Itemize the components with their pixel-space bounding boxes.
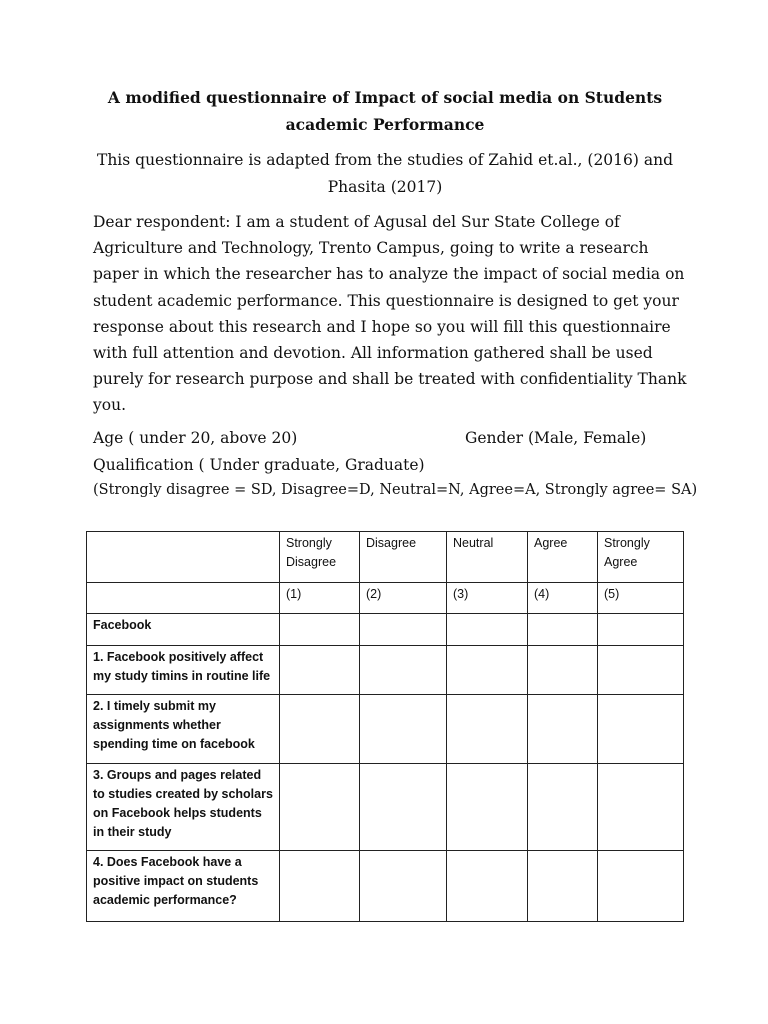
answer-cell[interactable] xyxy=(528,695,598,764)
answer-cell[interactable] xyxy=(360,695,447,764)
question-text: 2. I timely submit my assignments whether spending time on facebook xyxy=(87,695,280,764)
answer-cell xyxy=(447,614,528,646)
number-blank-cell xyxy=(87,583,280,614)
likert-table xyxy=(86,531,684,922)
question-row xyxy=(87,764,684,851)
answer-cell[interactable] xyxy=(528,764,598,851)
header-strongly-disagree: Strongly Disagree xyxy=(280,532,360,583)
scale-legend: (Strongly disagree = SD, Disagree=D, Neutral=N, Agree=A, Strongly agree= SA) xyxy=(93,482,698,498)
scale-number-3: (3) xyxy=(447,583,528,614)
answer-cell[interactable] xyxy=(360,764,447,851)
answer-cell[interactable] xyxy=(598,851,684,922)
scale-number-1: (1) xyxy=(280,583,360,614)
answer-cell[interactable] xyxy=(280,764,360,851)
section-row xyxy=(87,614,684,646)
answer-cell[interactable] xyxy=(447,851,528,922)
qualification-field: Qualification ( Under graduate, Graduate) xyxy=(93,456,425,474)
question-text: 4. Does Facebook have a positive impact on students academic performance? xyxy=(87,851,280,922)
header-agree: Agree xyxy=(528,532,598,583)
question-text: 1. Facebook positively affect my study timins in routine life xyxy=(87,646,280,695)
answer-cell[interactable] xyxy=(360,851,447,922)
source-note: This questionnaire is adapted from the studies of Zahid et.al., (2016) and Phasita (2017) xyxy=(96,151,674,196)
age-field: Age ( under 20, above 20) xyxy=(93,429,298,447)
table-number-row xyxy=(87,583,684,614)
answer-cell[interactable] xyxy=(360,646,447,695)
header-blank-cell xyxy=(87,532,280,583)
answer-cell xyxy=(360,614,447,646)
answer-cell[interactable] xyxy=(280,695,360,764)
answer-cell xyxy=(280,614,360,646)
answer-cell xyxy=(598,614,684,646)
letter-text: Dear respondent: I am a student of Agusal del Sur State College of Agriculture and Technology, Trento Campus, going to write a research paper in which the researcher has to analyze the impact of social media on student academic performance. This questionnaire is designed to get your response about this research and I hope so you will fill this questionnaire with full attention and devotion. All information gathered shall be used purely for research purpose and shall be treated with confidentiality Thank you. xyxy=(93,213,687,415)
answer-cell[interactable] xyxy=(447,695,528,764)
answer-cell xyxy=(528,614,598,646)
answer-cell[interactable] xyxy=(280,851,360,922)
answer-cell[interactable] xyxy=(447,764,528,851)
section-label: Facebook xyxy=(87,614,280,646)
header-strongly-agree: Strongly Agree xyxy=(598,532,684,583)
question-text: 3. Groups and pages related to studies created by scholars on Facebook helps students in their study xyxy=(87,764,280,851)
scale-number-4: (4) xyxy=(528,583,598,614)
answer-cell[interactable] xyxy=(598,646,684,695)
document-title: A modified questionnaire of Impact of social media on Students academic Performance xyxy=(107,88,663,134)
letter-body xyxy=(93,209,693,419)
answer-cell[interactable] xyxy=(447,646,528,695)
answer-cell[interactable] xyxy=(280,646,360,695)
answer-cell[interactable] xyxy=(598,695,684,764)
answer-cell[interactable] xyxy=(598,764,684,851)
gender-field: Gender (Male, Female) xyxy=(465,429,647,447)
answer-cell[interactable] xyxy=(528,851,598,922)
question-row xyxy=(87,646,684,695)
scale-number-5: (5) xyxy=(598,583,684,614)
table-header-row xyxy=(87,532,684,583)
answer-cell[interactable] xyxy=(528,646,598,695)
header-neutral: Neutral xyxy=(447,532,528,583)
question-row xyxy=(87,851,684,922)
question-row xyxy=(87,695,684,764)
header-disagree: Disagree xyxy=(360,532,447,583)
scale-number-2: (2) xyxy=(360,583,447,614)
